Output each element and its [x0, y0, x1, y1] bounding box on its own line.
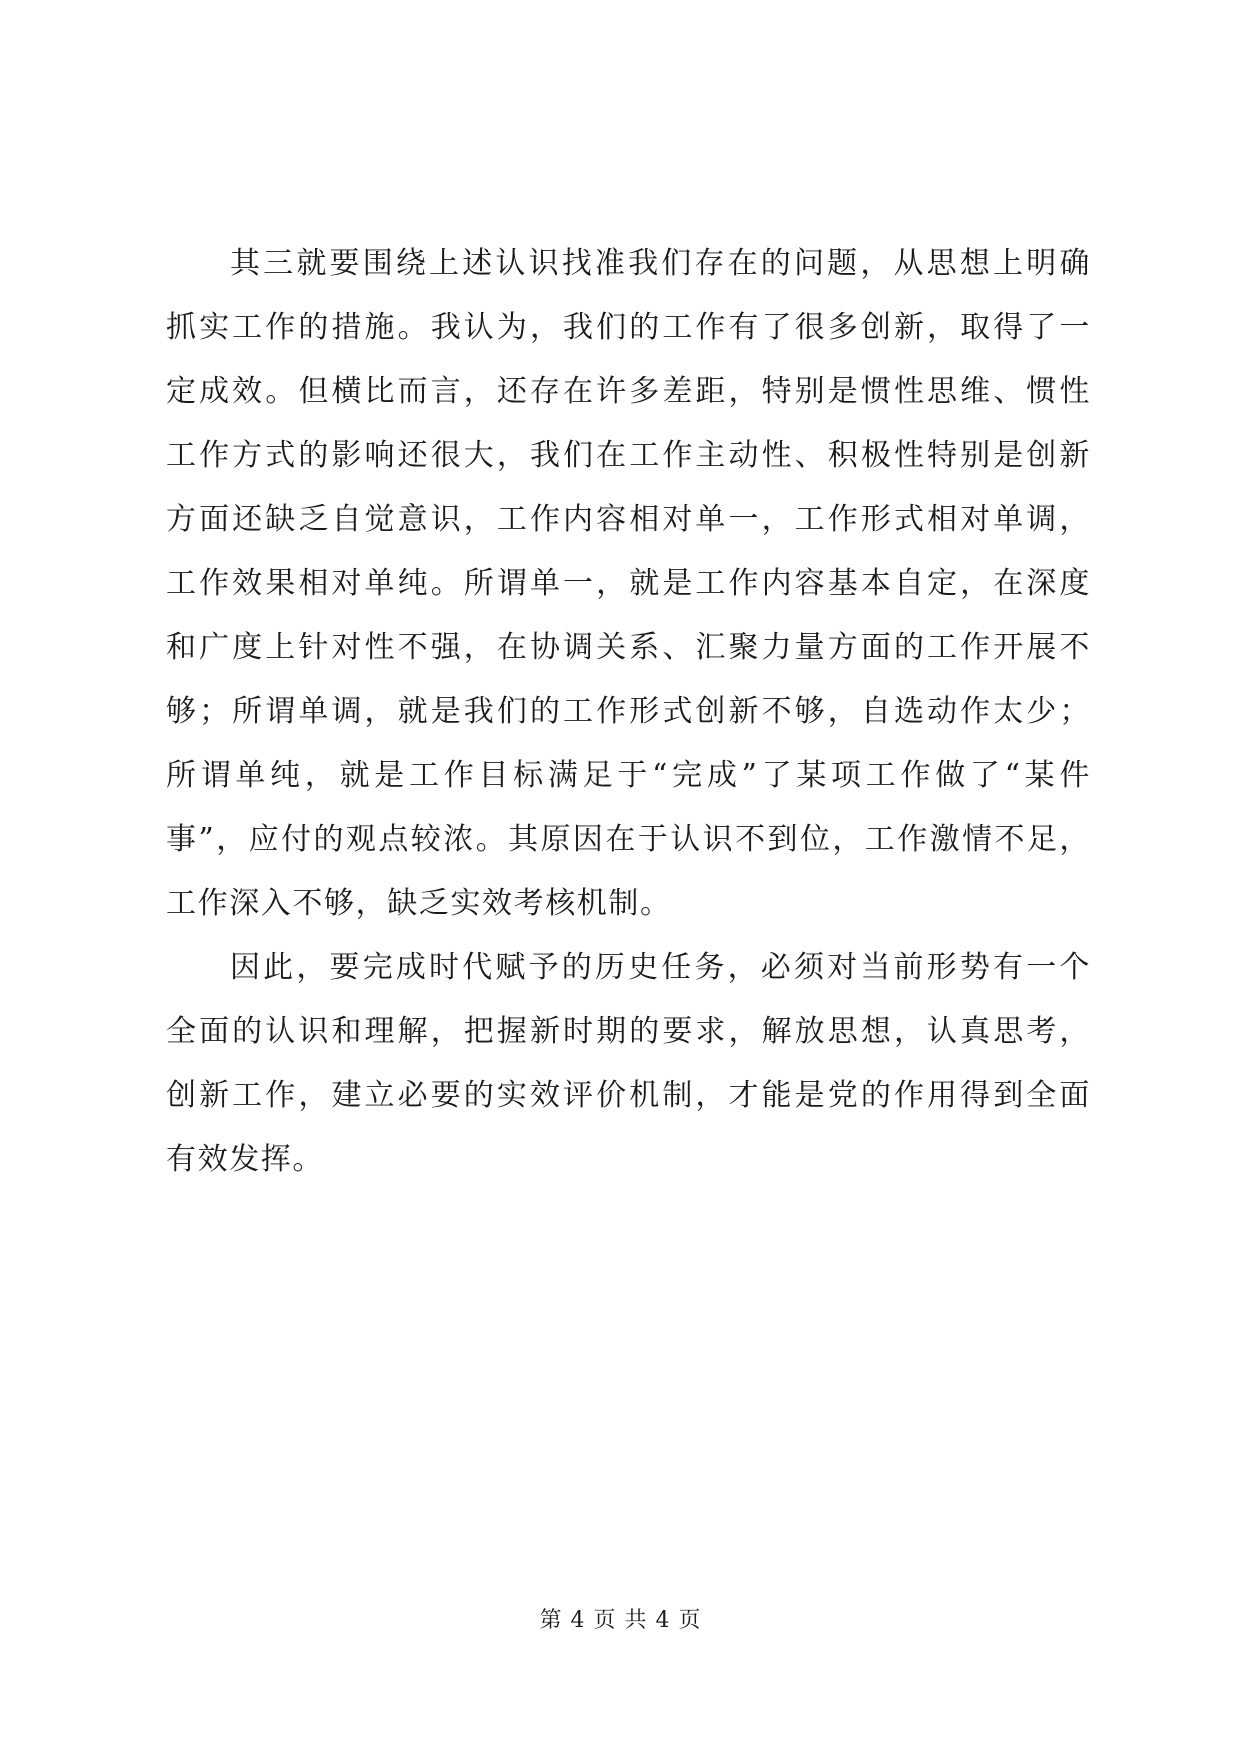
- text-line: 全面的认识和理解，把握新时期的要求，解放思想，认真思考，: [166, 1014, 1091, 1049]
- text-line: 事”，应付的观点较浓。其原因在于认识不到位，工作激情不足，: [166, 822, 1091, 857]
- text-line: 和广度上针对性不强，在协调关系、汇聚力量方面的工作开展不: [166, 630, 1091, 665]
- text-line: 有效发挥。: [166, 1142, 324, 1177]
- document-body: [166, 232, 1091, 1192]
- text-line: 方面还缺乏自觉意识，工作内容相对单一，工作形式相对单调，: [166, 502, 1091, 537]
- text-line: 创新工作，建立必要的实效评价机制，才能是党的作用得到全面: [166, 1078, 1091, 1113]
- paragraph-1: [166, 232, 1091, 936]
- text-line: 工作方式的影响还很大，我们在工作主动性、积极性特别是创新: [166, 438, 1091, 473]
- text-line: 所谓单纯，就是工作目标满足于“完成”了某项工作做了“某件: [166, 758, 1091, 793]
- text-line: 抓实工作的措施。我认为，我们的工作有了很多创新，取得了一: [166, 310, 1091, 345]
- text-line: 其三就要围绕上述认识找准我们存在的问题，从思想上明确: [230, 246, 1091, 281]
- text-line: 定成效。但横比而言，还存在许多差距，特别是惯性思维、惯性: [166, 374, 1091, 409]
- text-line: 工作效果相对单纯。所谓单一，就是工作内容基本自定，在深度: [166, 566, 1091, 601]
- text-line: 工作深入不够，缺乏实效考核机制。: [166, 886, 672, 921]
- text-line: 够；所谓单调，就是我们的工作形式创新不够，自选动作太少；: [166, 694, 1091, 729]
- paragraph-2: [166, 936, 1091, 1192]
- page-number-footer: 第 4 页 共 4 页: [539, 1608, 702, 1633]
- text-line: 因此，要完成时代赋予的历史任务，必须对当前形势有一个: [230, 950, 1091, 985]
